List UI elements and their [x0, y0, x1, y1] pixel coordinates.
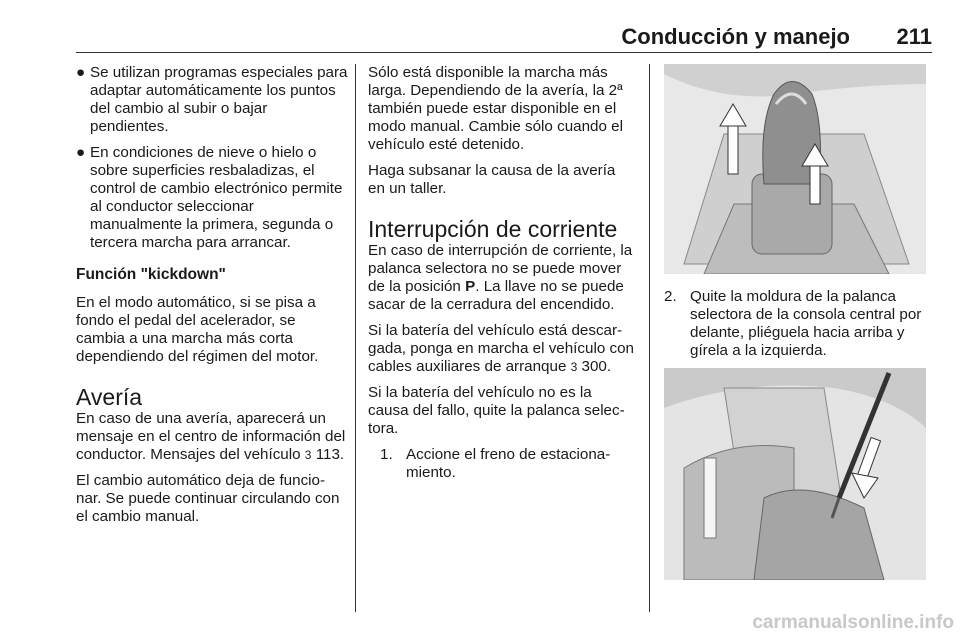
- position-p-label: P: [465, 278, 476, 295]
- averia-paragraph-1: [76, 410, 348, 464]
- page-reference-text[interactable]: 113.: [311, 446, 345, 463]
- bullet-text: En condiciones de nieve o hielo o sobre superficies resbaladizas, el control de cambio electrónico permite al conductor seleccionar manualmente la primera, segunda o tercera marcha para arrancar.: [90, 144, 343, 251]
- bullet-text: Se utilizan programas especiales para adaptar automáticamente los puntos del cambio al subir o bajar pendientes.: [90, 64, 348, 135]
- paragraph: Sólo está disponible la marcha más larga. Dependiendo de la avería, la 2ª también puede estar disponible en el modo manual. Cambie sólo cuando el vehículo esté detenido.: [368, 64, 623, 153]
- column-divider: [355, 64, 356, 612]
- bullet-item: [76, 64, 348, 136]
- averia-text: En caso de una avería, aparecerá un mensaje en el centro de información del conductor. Mensajes del vehículo: [76, 410, 346, 463]
- step-number: 1.: [380, 446, 393, 463]
- gear-lever-illustration: [664, 64, 926, 274]
- header-rule: [76, 52, 932, 53]
- page-reference-icon[interactable]: 3: [570, 360, 578, 374]
- bullet-item: [76, 144, 348, 252]
- page-reference-text[interactable]: 300.: [577, 358, 612, 375]
- text: . La llave no se puede sacar de la cerradura del encendido.: [368, 278, 624, 313]
- column-2: [368, 64, 634, 490]
- trim-removal-illustration: [664, 368, 926, 580]
- watermark: carmanualsonline.info: [752, 612, 954, 633]
- interrupcion-heading: Interrupción de corriente: [368, 216, 618, 242]
- text: En caso de interrupción de corriente, la palanca selectora no se puede mover de la posición: [368, 242, 633, 295]
- column-1: [76, 64, 348, 534]
- bullet-icon: ●: [76, 64, 86, 81]
- step-2: [664, 288, 934, 360]
- page-header-title: Conducción y manejo: [621, 24, 850, 49]
- column-divider: [649, 64, 650, 612]
- step-number: 2.: [664, 288, 677, 305]
- step-text: Quite la moldura de la palanca selectora de la consola central por delante, pliéguela hacia arriba y gírela a la izquierda.: [690, 288, 922, 359]
- averia-heading: Avería: [76, 384, 143, 410]
- page-number: 211: [896, 24, 932, 49]
- step-1: [368, 446, 634, 482]
- step-text: Accione el freno de estaciona-miento.: [406, 446, 611, 481]
- paragraph: [368, 322, 634, 376]
- gear-lever-drawing: [664, 64, 926, 274]
- averia-paragraph-2: El cambio automático deja de funcio-nar. Se puede continuar circulando con el cambio manual.: [76, 472, 340, 525]
- paragraph: Haga subsanar la causa de la avería en un taller.: [368, 162, 616, 197]
- bullet-icon: ●: [76, 144, 86, 161]
- trim-removal-drawing: [664, 368, 926, 580]
- paragraph: [368, 242, 634, 314]
- column-3: [664, 64, 934, 580]
- page-reference-icon[interactable]: 3: [304, 448, 312, 462]
- kickdown-heading: Función "kickdown": [76, 266, 226, 283]
- paragraph: Si la batería del vehículo no es la causa del fallo, quite la palanca selec-tora.: [368, 384, 625, 437]
- kickdown-paragraph: En el modo automático, si se pisa a fondo el pedal del acelerador, se cambia a una marcha más corta dependiendo del régimen del motor.: [76, 294, 319, 365]
- text: Si la batería del vehículo está descar-gada, ponga en marcha el vehículo con cables auxiliares de arranque: [368, 322, 634, 375]
